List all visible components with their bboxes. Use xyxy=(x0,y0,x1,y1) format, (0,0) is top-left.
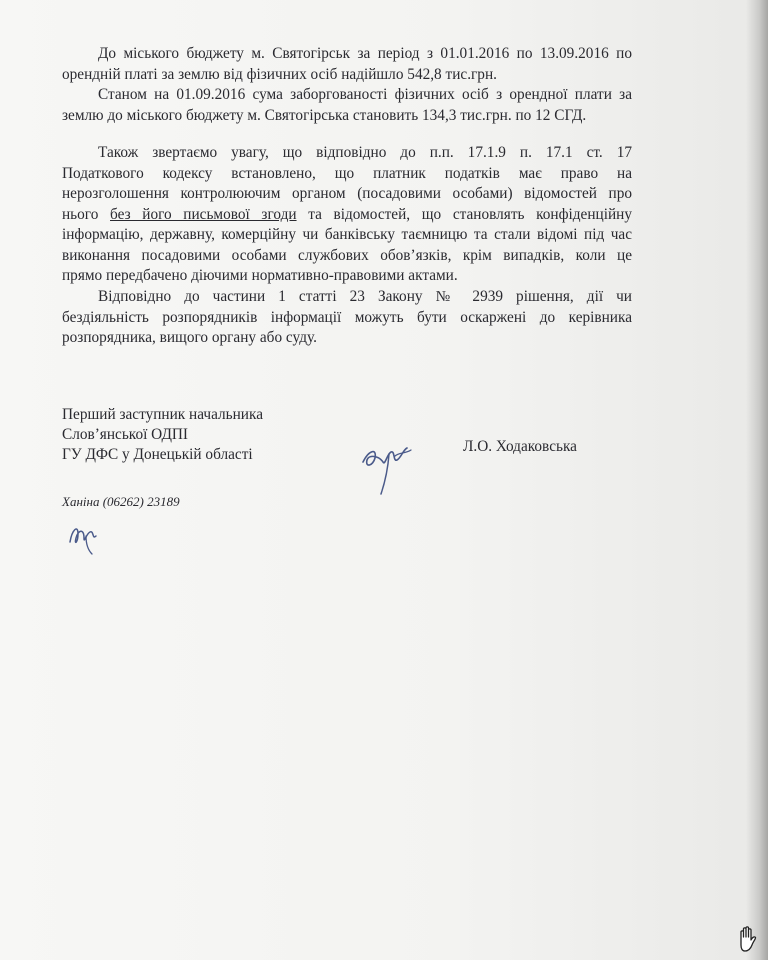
paragraph-confidentiality xyxy=(62,143,632,287)
line-end-text: та відомостей, що становлять конфіденційну xyxy=(308,205,632,223)
hand-icon[interactable] xyxy=(735,925,761,953)
handwritten-initials xyxy=(66,516,102,556)
contact-info: Ханіна (06262) 23189 xyxy=(62,494,180,509)
signer-name: Л.О. Ходаковська xyxy=(463,438,577,455)
page-edge-shadow xyxy=(746,0,768,960)
paragraph-appeal xyxy=(62,287,632,349)
underlined-text: без його письмової згоди xyxy=(110,205,297,223)
paragraph-line xyxy=(62,205,632,226)
paragraph-line: розпорядника, вищого органу або суду. xyxy=(62,329,317,346)
paragraph-line: орендній платі за землю від фізичних осіб надійшло 542,8 тис.грн. xyxy=(62,65,497,83)
paragraph-line: Також звертаємо увагу, що відповідно до п.п. 17.1.9 п. 17.1 ст. 17 xyxy=(98,144,632,161)
position-line: ГУ ДФС у Донецькій області xyxy=(62,446,253,463)
paragraph-debt xyxy=(62,85,632,126)
position-line: Слов’янської ОДПІ xyxy=(62,426,189,443)
paragraph-line: нерозголошення контролюючим органом (посадовими особами) відомостей про xyxy=(62,185,632,202)
paragraph-line: Станом на 01.09.2016 сума заборгованості фізичних осіб з орендної плати за xyxy=(98,86,632,103)
paragraph-line: виконання посадовими особами службових обов’язків, крім випадків, коли це xyxy=(62,246,632,264)
paragraph-line: землю до міського бюджету м. Святогірська становить 134,3 тис.грн. по 12 СГД. xyxy=(62,106,587,124)
paragraph-line: До міського бюджету м. Святогірськ за період з 01.01.2016 по 13.09.2016 по xyxy=(98,45,632,62)
paragraph-budget-income xyxy=(62,44,632,85)
paragraph-line: прямо передбачено діючими нормативно-правовими актами. xyxy=(62,267,458,284)
paragraph-line: бездіяльність розпорядників інформації можуть бути оскаржені до керівника xyxy=(62,308,632,326)
signatory-position xyxy=(62,405,263,465)
line-start-text: нього xyxy=(62,205,99,223)
handwritten-signature xyxy=(355,432,415,502)
paragraph-line: інформацію, державну, комерційну чи банківську таємницю та стали відомі під час xyxy=(62,226,632,243)
paragraph-line: Податкового кодексу встановлено, що платник податків має право на xyxy=(62,164,632,182)
position-line: Перший заступник начальника xyxy=(62,406,263,423)
paragraph-line: Відповідно до частини 1 статті 23 Закону № 2939 рішення, дії чи xyxy=(98,288,632,305)
